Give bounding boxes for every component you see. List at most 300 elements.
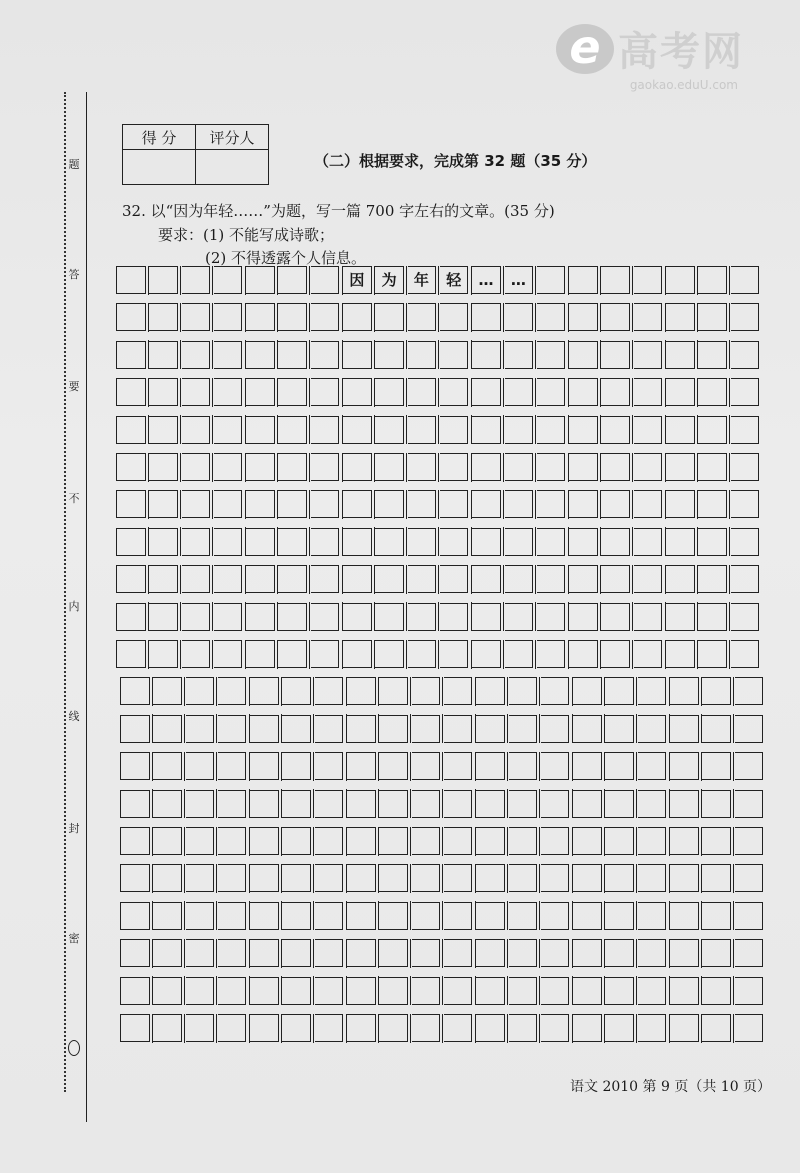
grid-cell[interactable] xyxy=(638,677,667,705)
grid-cell[interactable] xyxy=(541,715,570,743)
grid-cell[interactable] xyxy=(638,939,667,967)
grid-cell[interactable] xyxy=(282,939,311,967)
grid-cell[interactable] xyxy=(670,939,699,967)
grid-cell[interactable] xyxy=(182,565,211,593)
grid-cell[interactable] xyxy=(698,341,727,369)
grid-cell[interactable] xyxy=(601,453,630,481)
grid-cell[interactable] xyxy=(731,416,760,444)
grid-cell[interactable] xyxy=(569,490,598,518)
grid-cell[interactable] xyxy=(666,266,695,294)
grid-cell[interactable] xyxy=(702,715,731,743)
grid-cell[interactable] xyxy=(698,266,727,294)
grid-cell[interactable] xyxy=(638,827,667,855)
grid-cell[interactable] xyxy=(214,303,243,331)
grid-cell[interactable] xyxy=(117,341,146,369)
grid-cell[interactable] xyxy=(186,790,215,818)
grid-cell[interactable] xyxy=(153,902,182,930)
grid-cell[interactable] xyxy=(605,977,634,1005)
grid-cell[interactable] xyxy=(702,1014,731,1042)
grid-cell[interactable] xyxy=(182,416,211,444)
grid-cell[interactable] xyxy=(698,528,727,556)
grid-cell[interactable] xyxy=(412,1014,441,1042)
grid-cell[interactable] xyxy=(149,490,178,518)
grid-cell[interactable] xyxy=(153,715,182,743)
grid-cell[interactable] xyxy=(670,715,699,743)
grid-cell[interactable] xyxy=(408,603,437,631)
grid-cell[interactable] xyxy=(573,864,602,892)
grid-cell[interactable] xyxy=(541,864,570,892)
grid-cell[interactable] xyxy=(182,490,211,518)
grid-cell[interactable] xyxy=(343,603,372,631)
grid-cell[interactable] xyxy=(634,378,663,406)
grid-cell[interactable] xyxy=(153,827,182,855)
grid-cell[interactable] xyxy=(666,416,695,444)
grid-cell[interactable] xyxy=(472,640,501,668)
grid-cell[interactable] xyxy=(505,490,534,518)
grid-cell[interactable] xyxy=(408,565,437,593)
grid-cell[interactable] xyxy=(634,341,663,369)
grid-cell[interactable] xyxy=(541,977,570,1005)
grid-cell[interactable] xyxy=(315,977,344,1005)
grid-cell[interactable] xyxy=(731,303,760,331)
grid-cell[interactable] xyxy=(638,790,667,818)
grid-cell[interactable] xyxy=(282,977,311,1005)
grid-cell[interactable] xyxy=(408,490,437,518)
grid-cell[interactable] xyxy=(412,864,441,892)
grid-cell[interactable] xyxy=(121,939,150,967)
grid-cell[interactable] xyxy=(601,528,630,556)
grid-cell[interactable] xyxy=(601,416,630,444)
grid-cell[interactable] xyxy=(121,977,150,1005)
grid-cell[interactable] xyxy=(666,565,695,593)
grid-cell[interactable] xyxy=(731,341,760,369)
grid-cell[interactable] xyxy=(476,939,505,967)
grid-cell[interactable] xyxy=(601,565,630,593)
grid-cell[interactable] xyxy=(412,902,441,930)
grid-cell[interactable] xyxy=(666,603,695,631)
grid-cell[interactable] xyxy=(731,565,760,593)
grid-cell[interactable] xyxy=(569,603,598,631)
grid-cell[interactable] xyxy=(698,303,727,331)
grid-cell[interactable] xyxy=(666,341,695,369)
grid-cell[interactable] xyxy=(347,752,376,780)
grid-cell[interactable] xyxy=(347,902,376,930)
grid-cell[interactable] xyxy=(186,864,215,892)
grid-cell[interactable] xyxy=(246,378,275,406)
grid-cell[interactable] xyxy=(509,977,538,1005)
grid-cell[interactable] xyxy=(379,752,408,780)
grid-cell[interactable] xyxy=(182,453,211,481)
grid-cell[interactable] xyxy=(541,677,570,705)
grid-cell[interactable] xyxy=(605,864,634,892)
grid-cell[interactable] xyxy=(149,565,178,593)
grid-cell[interactable] xyxy=(573,715,602,743)
grid-cell[interactable] xyxy=(412,977,441,1005)
grid-cell[interactable] xyxy=(117,266,146,294)
grid-cell[interactable] xyxy=(347,864,376,892)
grid-cell[interactable] xyxy=(698,378,727,406)
grid-cell[interactable] xyxy=(218,715,247,743)
grid-cell[interactable] xyxy=(117,528,146,556)
grid-cell[interactable] xyxy=(343,490,372,518)
grid-cell[interactable] xyxy=(444,715,473,743)
grid-cell[interactable] xyxy=(444,864,473,892)
grid-cell[interactable] xyxy=(149,341,178,369)
grid-cell[interactable] xyxy=(666,378,695,406)
grid-cell[interactable] xyxy=(537,378,566,406)
grid-cell[interactable] xyxy=(634,453,663,481)
grid-cell[interactable] xyxy=(666,453,695,481)
grid-cell[interactable] xyxy=(476,902,505,930)
grid-cell[interactable] xyxy=(569,341,598,369)
grid-cell[interactable] xyxy=(605,790,634,818)
grid-cell[interactable] xyxy=(375,490,404,518)
grid-cell[interactable] xyxy=(573,1014,602,1042)
grid-cell[interactable] xyxy=(638,864,667,892)
grid-cell[interactable] xyxy=(282,864,311,892)
grid-cell[interactable] xyxy=(186,715,215,743)
grid-cell[interactable] xyxy=(569,378,598,406)
grid-cell[interactable] xyxy=(375,378,404,406)
grid-cell[interactable] xyxy=(440,603,469,631)
grid-cell[interactable] xyxy=(476,715,505,743)
grid-cell[interactable] xyxy=(121,864,150,892)
grid-cell[interactable] xyxy=(250,977,279,1005)
grid-cell[interactable] xyxy=(731,640,760,668)
grid-cell[interactable] xyxy=(569,266,598,294)
grid-cell[interactable] xyxy=(472,565,501,593)
grid-cell[interactable] xyxy=(311,453,340,481)
grid-cell[interactable] xyxy=(666,640,695,668)
score-field[interactable] xyxy=(123,150,196,185)
grid-cell[interactable] xyxy=(476,1014,505,1042)
grid-cell[interactable] xyxy=(408,341,437,369)
grid-cell[interactable] xyxy=(153,864,182,892)
grid-cell[interactable] xyxy=(666,528,695,556)
grid-cell[interactable] xyxy=(702,790,731,818)
grid-cell[interactable] xyxy=(670,752,699,780)
grid-cell[interactable] xyxy=(634,528,663,556)
grid-cell[interactable] xyxy=(569,640,598,668)
grid-cell[interactable] xyxy=(573,752,602,780)
grid-cell[interactable] xyxy=(509,1014,538,1042)
grid-cell[interactable] xyxy=(440,490,469,518)
grid-cell[interactable] xyxy=(186,939,215,967)
grid-cell[interactable] xyxy=(218,939,247,967)
grid-cell[interactable] xyxy=(472,528,501,556)
grid-cell[interactable] xyxy=(670,790,699,818)
grid-cell[interactable] xyxy=(670,977,699,1005)
grid-cell[interactable] xyxy=(246,303,275,331)
title-cell[interactable]: … xyxy=(505,266,534,294)
grid-cell[interactable] xyxy=(282,1014,311,1042)
grid-cell[interactable] xyxy=(311,303,340,331)
grid-cell[interactable] xyxy=(186,677,215,705)
grid-cell[interactable] xyxy=(250,939,279,967)
grid-cell[interactable] xyxy=(634,416,663,444)
grid-cell[interactable] xyxy=(731,490,760,518)
grid-cell[interactable] xyxy=(670,902,699,930)
grid-cell[interactable] xyxy=(282,677,311,705)
grid-cell[interactable] xyxy=(153,790,182,818)
grid-cell[interactable] xyxy=(444,752,473,780)
grid-cell[interactable] xyxy=(670,864,699,892)
title-cell[interactable]: … xyxy=(472,266,501,294)
grid-cell[interactable] xyxy=(218,902,247,930)
grid-cell[interactable] xyxy=(182,640,211,668)
grid-cell[interactable] xyxy=(505,416,534,444)
grid-cell[interactable] xyxy=(153,977,182,1005)
grid-cell[interactable] xyxy=(149,416,178,444)
grid-cell[interactable] xyxy=(509,902,538,930)
grid-cell[interactable] xyxy=(505,528,534,556)
grid-cell[interactable] xyxy=(343,378,372,406)
grid-cell[interactable] xyxy=(246,490,275,518)
grid-cell[interactable] xyxy=(218,1014,247,1042)
grid-cell[interactable] xyxy=(282,790,311,818)
grid-cell[interactable] xyxy=(343,303,372,331)
grid-cell[interactable] xyxy=(182,303,211,331)
grid-cell[interactable] xyxy=(182,528,211,556)
grid-cell[interactable] xyxy=(375,565,404,593)
grid-cell[interactable] xyxy=(278,303,307,331)
grid-cell[interactable] xyxy=(218,864,247,892)
grid-cell[interactable] xyxy=(638,902,667,930)
grid-cell[interactable] xyxy=(605,827,634,855)
grid-cell[interactable] xyxy=(537,565,566,593)
grid-cell[interactable] xyxy=(214,490,243,518)
grid-cell[interactable] xyxy=(347,715,376,743)
grid-cell[interactable] xyxy=(537,416,566,444)
grid-cell[interactable] xyxy=(440,378,469,406)
grid-cell[interactable] xyxy=(375,303,404,331)
grid-cell[interactable] xyxy=(182,341,211,369)
grid-cell[interactable] xyxy=(601,266,630,294)
grid-cell[interactable] xyxy=(149,303,178,331)
grid-cell[interactable] xyxy=(472,490,501,518)
grid-cell[interactable] xyxy=(735,677,764,705)
grid-cell[interactable] xyxy=(634,565,663,593)
grid-cell[interactable] xyxy=(218,977,247,1005)
grid-cell[interactable] xyxy=(509,827,538,855)
grid-cell[interactable] xyxy=(735,715,764,743)
grid-cell[interactable] xyxy=(315,902,344,930)
grid-cell[interactable] xyxy=(250,790,279,818)
grid-cell[interactable] xyxy=(569,565,598,593)
grid-cell[interactable] xyxy=(250,677,279,705)
grid-cell[interactable] xyxy=(472,378,501,406)
grid-cell[interactable] xyxy=(246,453,275,481)
grid-cell[interactable] xyxy=(440,640,469,668)
grid-cell[interactable] xyxy=(278,490,307,518)
grid-cell[interactable] xyxy=(343,565,372,593)
grid-cell[interactable] xyxy=(702,864,731,892)
grid-cell[interactable] xyxy=(379,715,408,743)
grid-cell[interactable] xyxy=(569,453,598,481)
grid-cell[interactable] xyxy=(117,378,146,406)
grid-cell[interactable] xyxy=(117,603,146,631)
grid-cell[interactable] xyxy=(250,715,279,743)
grid-cell[interactable] xyxy=(573,677,602,705)
grid-cell[interactable] xyxy=(476,977,505,1005)
grid-cell[interactable] xyxy=(444,902,473,930)
grader-field[interactable] xyxy=(196,150,269,185)
grid-cell[interactable] xyxy=(505,453,534,481)
grid-cell[interactable] xyxy=(250,902,279,930)
title-cell[interactable]: 因 xyxy=(343,266,372,294)
grid-cell[interactable] xyxy=(214,640,243,668)
grid-cell[interactable] xyxy=(246,565,275,593)
grid-cell[interactable] xyxy=(149,528,178,556)
grid-cell[interactable] xyxy=(149,266,178,294)
grid-cell[interactable] xyxy=(218,752,247,780)
grid-cell[interactable] xyxy=(408,640,437,668)
grid-cell[interactable] xyxy=(412,752,441,780)
grid-cell[interactable] xyxy=(214,266,243,294)
grid-cell[interactable] xyxy=(731,266,760,294)
grid-cell[interactable] xyxy=(149,453,178,481)
grid-cell[interactable] xyxy=(702,977,731,1005)
grid-cell[interactable] xyxy=(698,453,727,481)
grid-cell[interactable] xyxy=(601,341,630,369)
grid-cell[interactable] xyxy=(315,939,344,967)
grid-cell[interactable] xyxy=(246,640,275,668)
grid-cell[interactable] xyxy=(186,752,215,780)
grid-cell[interactable] xyxy=(638,1014,667,1042)
grid-cell[interactable] xyxy=(347,977,376,1005)
grid-cell[interactable] xyxy=(375,603,404,631)
grid-cell[interactable] xyxy=(638,977,667,1005)
grid-cell[interactable] xyxy=(379,827,408,855)
title-cell[interactable]: 年 xyxy=(408,266,437,294)
grid-cell[interactable] xyxy=(278,266,307,294)
grid-cell[interactable] xyxy=(375,453,404,481)
grid-cell[interactable] xyxy=(347,939,376,967)
grid-cell[interactable] xyxy=(218,677,247,705)
grid-cell[interactable] xyxy=(412,677,441,705)
grid-cell[interactable] xyxy=(505,378,534,406)
title-cell[interactable]: 为 xyxy=(375,266,404,294)
grid-cell[interactable] xyxy=(670,827,699,855)
grid-cell[interactable] xyxy=(735,1014,764,1042)
grid-cell[interactable] xyxy=(343,416,372,444)
grid-cell[interactable] xyxy=(541,939,570,967)
grid-cell[interactable] xyxy=(444,1014,473,1042)
grid-cell[interactable] xyxy=(311,378,340,406)
grid-cell[interactable] xyxy=(379,902,408,930)
grid-cell[interactable] xyxy=(121,1014,150,1042)
grid-cell[interactable] xyxy=(505,303,534,331)
grid-cell[interactable] xyxy=(408,378,437,406)
grid-cell[interactable] xyxy=(408,416,437,444)
grid-cell[interactable] xyxy=(505,640,534,668)
grid-cell[interactable] xyxy=(702,752,731,780)
grid-cell[interactable] xyxy=(537,453,566,481)
grid-cell[interactable] xyxy=(311,341,340,369)
grid-cell[interactable] xyxy=(731,453,760,481)
grid-cell[interactable] xyxy=(347,1014,376,1042)
grid-cell[interactable] xyxy=(153,1014,182,1042)
grid-cell[interactable] xyxy=(278,416,307,444)
grid-cell[interactable] xyxy=(509,790,538,818)
grid-cell[interactable] xyxy=(375,528,404,556)
grid-cell[interactable] xyxy=(735,902,764,930)
grid-cell[interactable] xyxy=(537,603,566,631)
grid-cell[interactable] xyxy=(698,640,727,668)
grid-cell[interactable] xyxy=(214,565,243,593)
grid-cell[interactable] xyxy=(278,528,307,556)
grid-cell[interactable] xyxy=(444,677,473,705)
grid-cell[interactable] xyxy=(379,939,408,967)
grid-cell[interactable] xyxy=(121,677,150,705)
grid-cell[interactable] xyxy=(246,416,275,444)
grid-cell[interactable] xyxy=(250,752,279,780)
grid-cell[interactable] xyxy=(731,528,760,556)
grid-cell[interactable] xyxy=(472,453,501,481)
grid-cell[interactable] xyxy=(117,490,146,518)
grid-cell[interactable] xyxy=(638,752,667,780)
grid-cell[interactable] xyxy=(666,303,695,331)
grid-cell[interactable] xyxy=(311,565,340,593)
grid-cell[interactable] xyxy=(278,378,307,406)
grid-cell[interactable] xyxy=(117,416,146,444)
grid-cell[interactable] xyxy=(670,1014,699,1042)
grid-cell[interactable] xyxy=(250,1014,279,1042)
grid-cell[interactable] xyxy=(315,827,344,855)
grid-cell[interactable] xyxy=(472,341,501,369)
grid-cell[interactable] xyxy=(347,827,376,855)
grid-cell[interactable] xyxy=(444,790,473,818)
grid-cell[interactable] xyxy=(182,266,211,294)
grid-cell[interactable] xyxy=(601,640,630,668)
grid-cell[interactable] xyxy=(149,640,178,668)
title-cell[interactable]: 轻 xyxy=(440,266,469,294)
grid-cell[interactable] xyxy=(278,341,307,369)
grid-cell[interactable] xyxy=(698,603,727,631)
grid-cell[interactable] xyxy=(246,603,275,631)
grid-cell[interactable] xyxy=(735,827,764,855)
grid-cell[interactable] xyxy=(315,677,344,705)
grid-cell[interactable] xyxy=(375,416,404,444)
grid-cell[interactable] xyxy=(476,677,505,705)
grid-cell[interactable] xyxy=(315,752,344,780)
grid-cell[interactable] xyxy=(601,603,630,631)
grid-cell[interactable] xyxy=(735,790,764,818)
grid-cell[interactable] xyxy=(153,677,182,705)
grid-cell[interactable] xyxy=(149,603,178,631)
grid-cell[interactable] xyxy=(117,565,146,593)
grid-cell[interactable] xyxy=(670,677,699,705)
grid-cell[interactable] xyxy=(379,1014,408,1042)
grid-cell[interactable] xyxy=(117,640,146,668)
grid-cell[interactable] xyxy=(601,303,630,331)
grid-cell[interactable] xyxy=(311,266,340,294)
grid-cell[interactable] xyxy=(214,528,243,556)
grid-cell[interactable] xyxy=(246,266,275,294)
grid-cell[interactable] xyxy=(408,528,437,556)
grid-cell[interactable] xyxy=(343,341,372,369)
grid-cell[interactable] xyxy=(605,902,634,930)
grid-cell[interactable] xyxy=(605,939,634,967)
grid-cell[interactable] xyxy=(601,490,630,518)
grid-cell[interactable] xyxy=(569,303,598,331)
grid-cell[interactable] xyxy=(121,715,150,743)
grid-cell[interactable] xyxy=(509,939,538,967)
grid-cell[interactable] xyxy=(573,977,602,1005)
grid-cell[interactable] xyxy=(541,752,570,780)
grid-cell[interactable] xyxy=(375,341,404,369)
grid-cell[interactable] xyxy=(605,1014,634,1042)
